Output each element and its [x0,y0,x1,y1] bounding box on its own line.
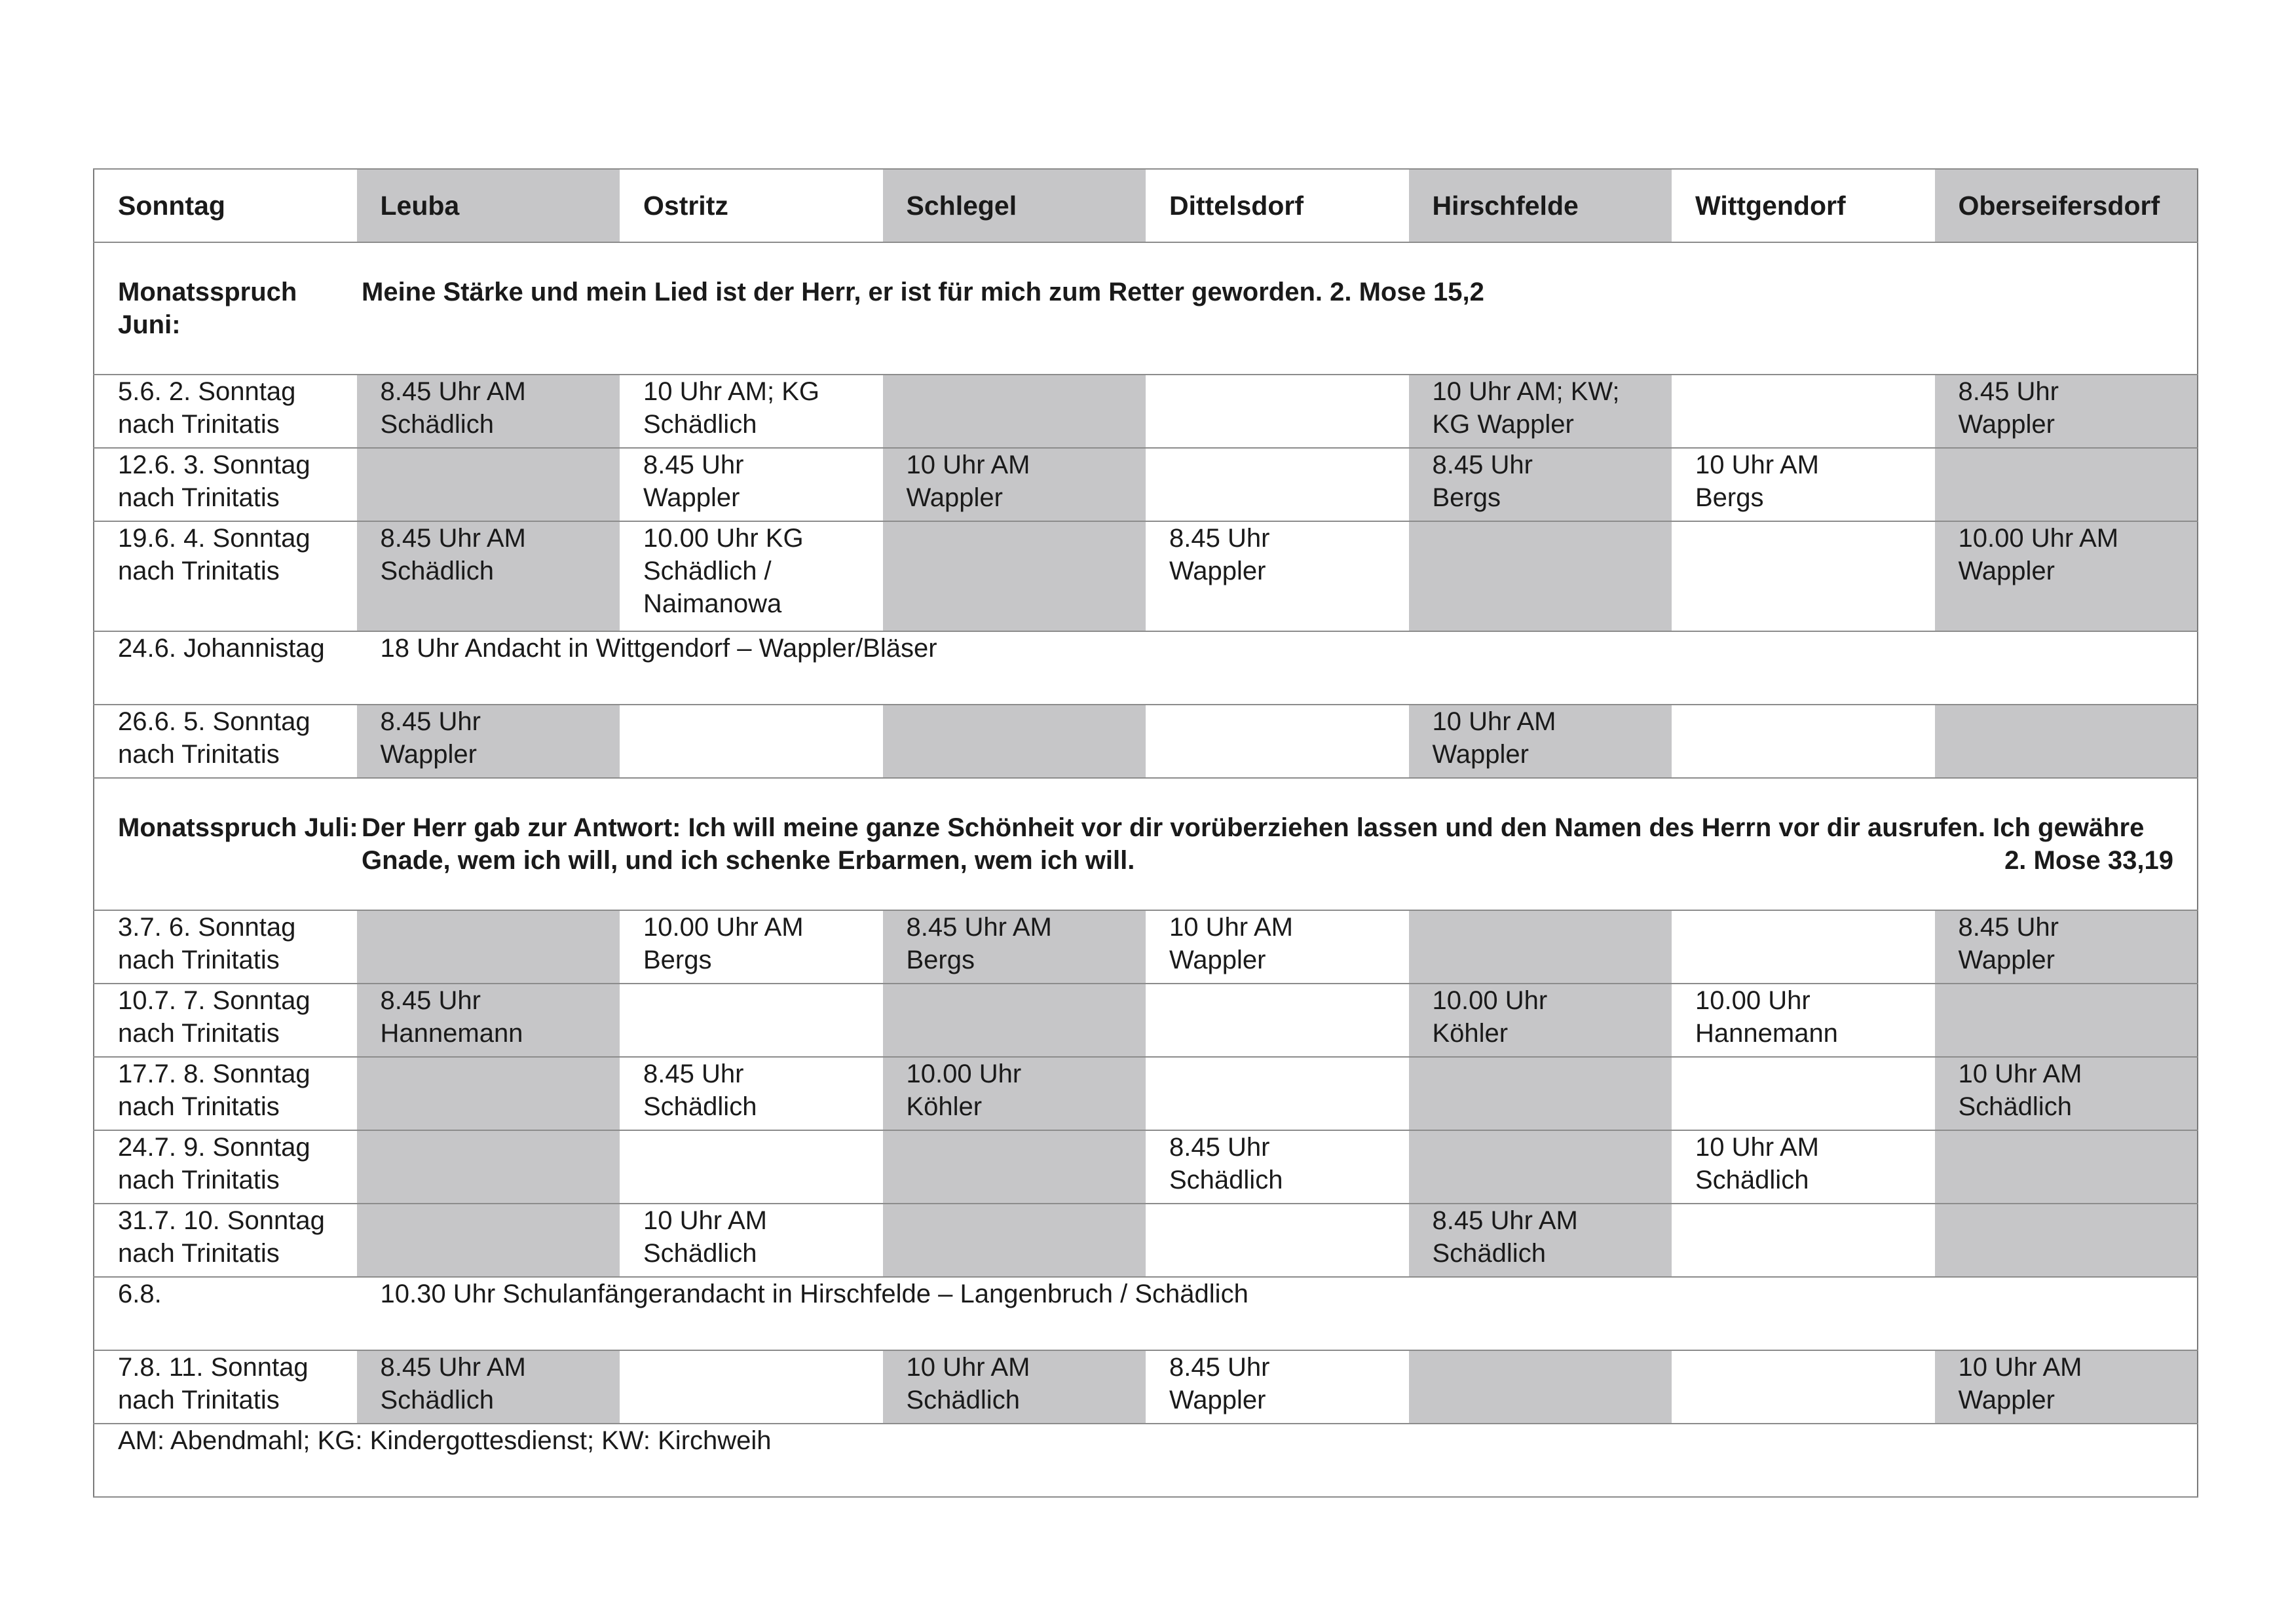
header-row [94,169,2198,242]
motto-juli [94,778,2198,910]
johannistag-text: 18 Uhr Andacht in Wittgendorf – Wappler/Bläser [357,631,2198,705]
legend-row [94,1424,2198,1497]
motto-juni-text: Meine Stärke und mein Lied ist der Herr, er ist für mich zum Retter geworden. 2. Mose 15,2 [362,278,1484,306]
service-cell-dittelsdorf [1146,1204,1409,1277]
row-26-6 [94,705,2198,778]
service-cell-hirschfelde [1409,521,1672,631]
motto-juni [94,242,2198,375]
col-header-schlegel: Schlegel [883,169,1146,242]
service-cell-wittgendorf [1672,910,1935,984]
schulanfaenger-date: 6.8. [94,1277,357,1350]
motto-juli-text: Der Herr gab zur Antwort: Ich will meine ganze Schönheit vor dir vorüberziehen lassen und den Namen des Herrn vor dir ausrufen. Ich gewähre Gnade, wem ich will, und ich schenke Erbarmen, wem ich will. [362,813,2145,875]
service-cell-wittgendorf [1672,1204,1935,1277]
service-cell-oberseifersdorf [1935,984,2198,1057]
service-cell-leuba [357,1130,620,1204]
col-header-wittgendorf: Wittgendorf [1672,169,1935,242]
service-cell-leuba: 8.45 Uhr Wappler [357,705,620,778]
schedule-row [94,910,2198,984]
service-cell-hirschfelde [1409,1130,1672,1204]
service-cell-wittgendorf: 10.00 Uhr Hannemann [1672,984,1935,1057]
schedule-row [94,1057,2198,1130]
sunday-cell: 12.6. 3. Sonntag nach Trinitatis [94,448,357,521]
sunday-cell: 3.7. 6. Sonntag nach Trinitatis [94,910,357,984]
service-cell-dittelsdorf: 8.45 Uhr Wappler [1146,521,1409,631]
sunday-cell: 10.7. 7. Sonntag nach Trinitatis [94,984,357,1057]
col-header-leuba: Leuba [357,169,620,242]
service-cell-wittgendorf [1672,1057,1935,1130]
service-cell-hirschfelde: 10 Uhr AM Wappler [1409,705,1672,778]
schedule-row [94,448,2198,521]
row-7-8 [94,1350,2198,1424]
service-cell-leuba: 8.45 Uhr AM Schädlich [357,1350,620,1424]
sunday-cell: 31.7. 10. Sonntag nach Trinitatis [94,1204,357,1277]
col-header-dittelsdorf: Dittelsdorf [1146,169,1409,242]
service-cell-wittgendorf [1672,705,1935,778]
johannistag-date: 24.6. Johannistag [94,631,357,705]
service-cell-schlegel: 8.45 Uhr AM Bergs [883,910,1146,984]
service-cell-ostritz [620,705,883,778]
service-cell-leuba [357,448,620,521]
service-cell-dittelsdorf: 8.45 Uhr Schädlich [1146,1130,1409,1204]
sunday-cell: 7.8. 11. Sonntag nach Trinitatis [94,1350,357,1424]
col-header-oberseifersdorf: Oberseifersdorf [1935,169,2198,242]
service-cell-oberseifersdorf [1935,448,2198,521]
service-cell-oberseifersdorf [1935,705,2198,778]
schedule-row [94,1204,2198,1277]
service-cell-hirschfelde: 8.45 Uhr Bergs [1409,448,1672,521]
service-cell-ostritz: 10 Uhr AM; KG Schädlich [620,375,883,448]
service-cell-ostritz [620,1130,883,1204]
service-cell-dittelsdorf [1146,1057,1409,1130]
juli-rows [94,910,2198,1277]
service-cell-hirschfelde [1409,1350,1672,1424]
service-cell-ostritz: 10.00 Uhr AM Bergs [620,910,883,984]
sunday-cell: 26.6. 5. Sonntag nach Trinitatis [94,705,357,778]
service-cell-ostritz: 10 Uhr AM Schädlich [620,1204,883,1277]
service-cell-dittelsdorf [1146,448,1409,521]
service-cell-hirschfelde [1409,910,1672,984]
service-cell-oberseifersdorf: 10 Uhr AM Wappler [1935,1350,2198,1424]
schedule-row [94,1350,2198,1424]
col-header-ostritz: Ostritz [620,169,883,242]
service-cell-leuba: 8.45 Uhr Hannemann [357,984,620,1057]
service-cell-leuba [357,910,620,984]
motto-juli-row [94,778,2198,910]
service-cell-oberseifersdorf: 8.45 Uhr Wappler [1935,910,2198,984]
col-header-sonntag: Sonntag [94,169,357,242]
service-cell-oberseifersdorf: 10.00 Uhr AM Wappler [1935,521,2198,631]
service-cell-wittgendorf: 10 Uhr AM Schädlich [1672,1130,1935,1204]
service-cell-schlegel [883,375,1146,448]
service-cell-hirschfelde: 10 Uhr AM; KW; KG Wappler [1409,375,1672,448]
juni-rows [94,375,2198,631]
motto-juni-label: Monatsspruch Juni: [118,278,297,339]
service-cell-oberseifersdorf: 10 Uhr AM Schädlich [1935,1057,2198,1130]
legend: AM: Abendmahl; KG: Kindergottesdienst; KW: Kirchweih [94,1424,2198,1497]
sunday-cell: 24.7. 9. Sonntag nach Trinitatis [94,1130,357,1204]
schedule-row [94,521,2198,631]
service-cell-hirschfelde: 10.00 Uhr Köhler [1409,984,1672,1057]
motto-juni-row [94,242,2198,375]
service-cell-oberseifersdorf: 8.45 Uhr Wappler [1935,375,2198,448]
col-header-hirschfelde: Hirschfelde [1409,169,1672,242]
service-cell-wittgendorf: 10 Uhr AM Bergs [1672,448,1935,521]
service-cell-leuba: 8.45 Uhr AM Schädlich [357,521,620,631]
schulanfaenger-text: 10.30 Uhr Schulanfängerandacht in Hirschfelde – Langenbruch / Schädlich [357,1277,2198,1350]
service-cell-ostritz [620,984,883,1057]
service-cell-dittelsdorf [1146,705,1409,778]
schulanfaenger-row [94,1277,2198,1350]
service-cell-dittelsdorf: 8.45 Uhr Wappler [1146,1350,1409,1424]
service-cell-leuba [357,1057,620,1130]
motto-juli-ref: 2. Mose 33,19 [2004,846,2173,875]
service-cell-wittgendorf [1672,375,1935,448]
service-cell-schlegel [883,984,1146,1057]
service-cell-wittgendorf [1672,1350,1935,1424]
sunday-cell: 17.7. 8. Sonntag nach Trinitatis [94,1057,357,1130]
service-cell-schlegel: 10.00 Uhr Köhler [883,1057,1146,1130]
service-cell-ostritz: 8.45 Uhr Wappler [620,448,883,521]
service-cell-schlegel [883,1130,1146,1204]
service-cell-leuba: 8.45 Uhr AM Schädlich [357,375,620,448]
service-cell-ostritz: 8.45 Uhr Schädlich [620,1057,883,1130]
sunday-cell: 19.6. 4. Sonntag nach Trinitatis [94,521,357,631]
schedule-row [94,705,2198,778]
service-cell-dittelsdorf: 10 Uhr AM Wappler [1146,910,1409,984]
service-cell-oberseifersdorf [1935,1130,2198,1204]
johannistag-row [94,631,2198,705]
service-schedule-table [93,168,2198,1498]
motto-juli-label: Monatsspruch Juli: [118,813,358,842]
service-cell-dittelsdorf [1146,984,1409,1057]
service-cell-ostritz: 10.00 Uhr KG Schädlich / Naimanowa [620,521,883,631]
service-cell-dittelsdorf [1146,375,1409,448]
schedule-row [94,984,2198,1057]
service-cell-hirschfelde: 8.45 Uhr AM Schädlich [1409,1204,1672,1277]
service-cell-schlegel [883,521,1146,631]
service-cell-ostritz [620,1350,883,1424]
service-cell-leuba [357,1204,620,1277]
service-cell-schlegel: 10 Uhr AM Wappler [883,448,1146,521]
service-cell-schlegel [883,1204,1146,1277]
service-cell-hirschfelde [1409,1057,1672,1130]
service-cell-schlegel [883,705,1146,778]
schedule-row [94,375,2198,448]
service-cell-schlegel: 10 Uhr AM Schädlich [883,1350,1146,1424]
sunday-cell: 5.6. 2. Sonntag nach Trinitatis [94,375,357,448]
service-cell-wittgendorf [1672,521,1935,631]
service-cell-oberseifersdorf [1935,1204,2198,1277]
schedule-row [94,1130,2198,1204]
